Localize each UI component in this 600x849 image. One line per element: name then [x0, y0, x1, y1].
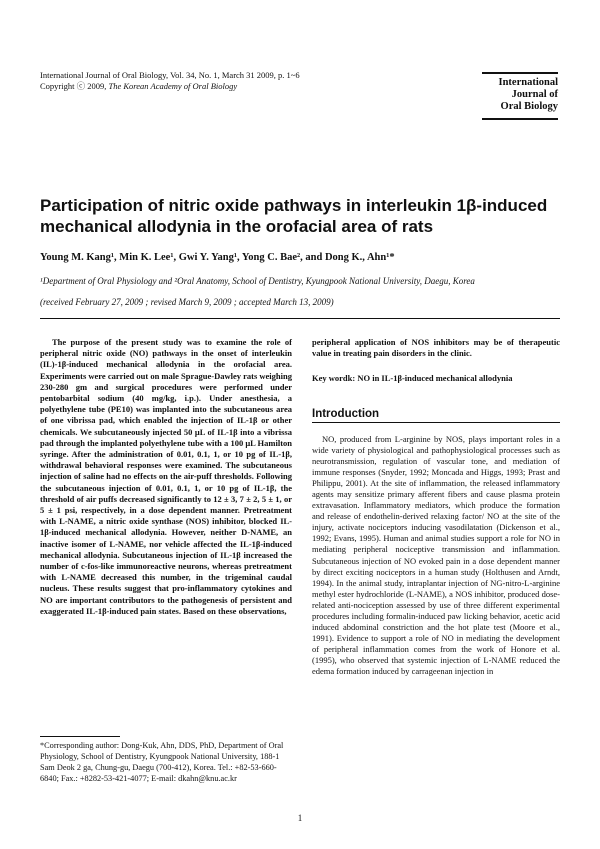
journal-citation-header	[40, 70, 440, 92]
copyright-publisher: The Korean Academy of Oral Biology	[108, 81, 238, 91]
section-heading-introduction: Introduction	[312, 408, 560, 423]
affiliation: ¹Department of Oral Physiology and ²Oral Anatomy, School of Dentistry, Kyungpook National University, Daegu, Korea	[40, 276, 475, 286]
abstract-left-column: The purpose of the present study was to examine the role of peripheral nitric oxide (NO) pathways in the onset of interleukin (IL)-1β-induced mechanical allodynia in the orofacial area. Experiments were carried out on male Sprague-Dawley rats weighing 230-280 gm and surgical procedures were performed under pentobarbital sodium (40 mg/kg, i.p.). Under anesthesia, a polyethylene tube (PE10) was implanted into the subcutaneous area of one vibrissa pad, which enabled the injection of IL-1β or other chemicals. We subcutaneously injected 50 μL of IL-1β into a vibrissa pad through the implanted polyethylene tube with a 100 μL Hamilton syringe. After the administration of 0.01, 0.1, 1, or 10 pg of IL-1β, withdrawal behavioral responses were examined. The subcutaneous injection of saline had no effects on the air-puff thresholds. Following the subcutaneous injection of 0.01, 0.1, 1, or 10 pg of IL-1β, the threshold of air puffs decreased significantly to 12 ± 3, 7 ± 2, 5 ± 1, or 5 ± 1 psi, respectively, in a dose dependent manner. Pretreatment with L-NAME, a nitric oxide synthase (NOS) inhibitor, blocked IL-1β-induced mechanical allodynia. However, neither D-NAME, an inactive isomer of L-NAME, nor vehicle affected the IL-1β-induced mechanical allodynia. Subcutaneous injection of IL-1β increased the number of c-fos-like immunoreactive neurons, whereas pretreatment with L-NAME decreased this number, in the trigeminal caudal nucleus. These results suggest that pro-inflammatory cytokines and NO are important contributors to the pathogenesis of persistent and exaggerated IL-1β-induced pain states. Based on these observations,	[40, 337, 292, 616]
introduction-text: NO, produced from L-arginine by NOS, plays important roles in a wide variety of physiological and pathophysiological processes such as neurotransmission, regulation of vascular tone, and mediation of immune responses (Snyder, 1992; Moncada and Higgs, 1993; Prast and Philippu, 2001). At the site of inflammation, the released inflammatory agents may sensitize primary afferent fibers and cause plasma protein extravasation. Inflammatory mediators, which produce the formation and release of endothelin-derived relaxing factor/ NO at the site of the injury, activate nociceptors inducing vasodilatation (Dickenson et al., 1992; Evans, 1995). Human and animal studies support a role for NO in mediating peripheral nociceptive transmission and inflammation. Subcutaneous injection of NO evoked pain in a dose dependent manner by direct exciting nociceptors in a human study (Holthusen and Arndt, 1994). In the animal study, intraplantar injection of NG-nitro-L-arginine methyl ester hydrochloride (L-NAME), a NOS inhibitor, produced dose-related anti-nociception assessed by use of three different experimental procedures including formalin-induced paw licking behavior, acetic acid induced abdominal constriction and the hot plate test (Moore et al., 1991). Evidence to support a role of NO in mediating the development of peripheral inflammation comes from the work of Honore et al. (1995), who observed that systemic injection of L-NAME reduced the edema formation induced by carrageenan injection in	[312, 434, 560, 676]
copyright-line	[40, 81, 440, 92]
abstract-right-continuation: peripheral application of NOS inhibitors may be of therapeutic value in treating pain disorders in the clinic.	[312, 337, 560, 359]
corresponding-author-footnote: *Corresponding author: Dong-Kuk, Ahn, DDS, PhD, Department of Oral Physiology, School of Dentistry, Kyungpook National University, 188-1 Sam Deok 2 ga, Chung-gu, Daegu (700-412), Korea. Tel.: +82-53-660-6840; Fax.: +8282-53-421-4077; E-mail: dkahn@knu.ac.kr	[40, 741, 284, 783]
header-divider	[40, 318, 560, 319]
journal-name-line2: Journal of	[511, 89, 558, 100]
copyright-prefix: Copyright ⓒ 2009,	[40, 81, 109, 91]
footnote-divider	[40, 736, 120, 737]
citation-line: International Journal of Oral Biology, Vol. 34, No. 1, March 31 2009, p. 1~6	[40, 70, 300, 80]
page-number: 1	[297, 813, 303, 823]
journal-name-line1: International	[498, 77, 558, 88]
journal-logo-box	[482, 72, 558, 120]
journal-name-line3: Oral Biology	[500, 101, 558, 112]
received-dates: (received February 27, 2009 ; revised March 9, 2009 ; accepted March 13, 2009)	[40, 297, 334, 307]
author-list: Young M. Kang¹, Min K. Lee¹, Gwi Y. Yang¹, Yong C. Bae², and Dong K., Ahn¹*	[40, 252, 395, 263]
article-title: Participation of nitric oxide pathways in interleukin 1β-induced mechanical allodynia in the orofacial area of rats	[40, 196, 548, 236]
keywords: Key wordk: NO in IL-1β-induced mechanical allodynia	[312, 373, 513, 383]
